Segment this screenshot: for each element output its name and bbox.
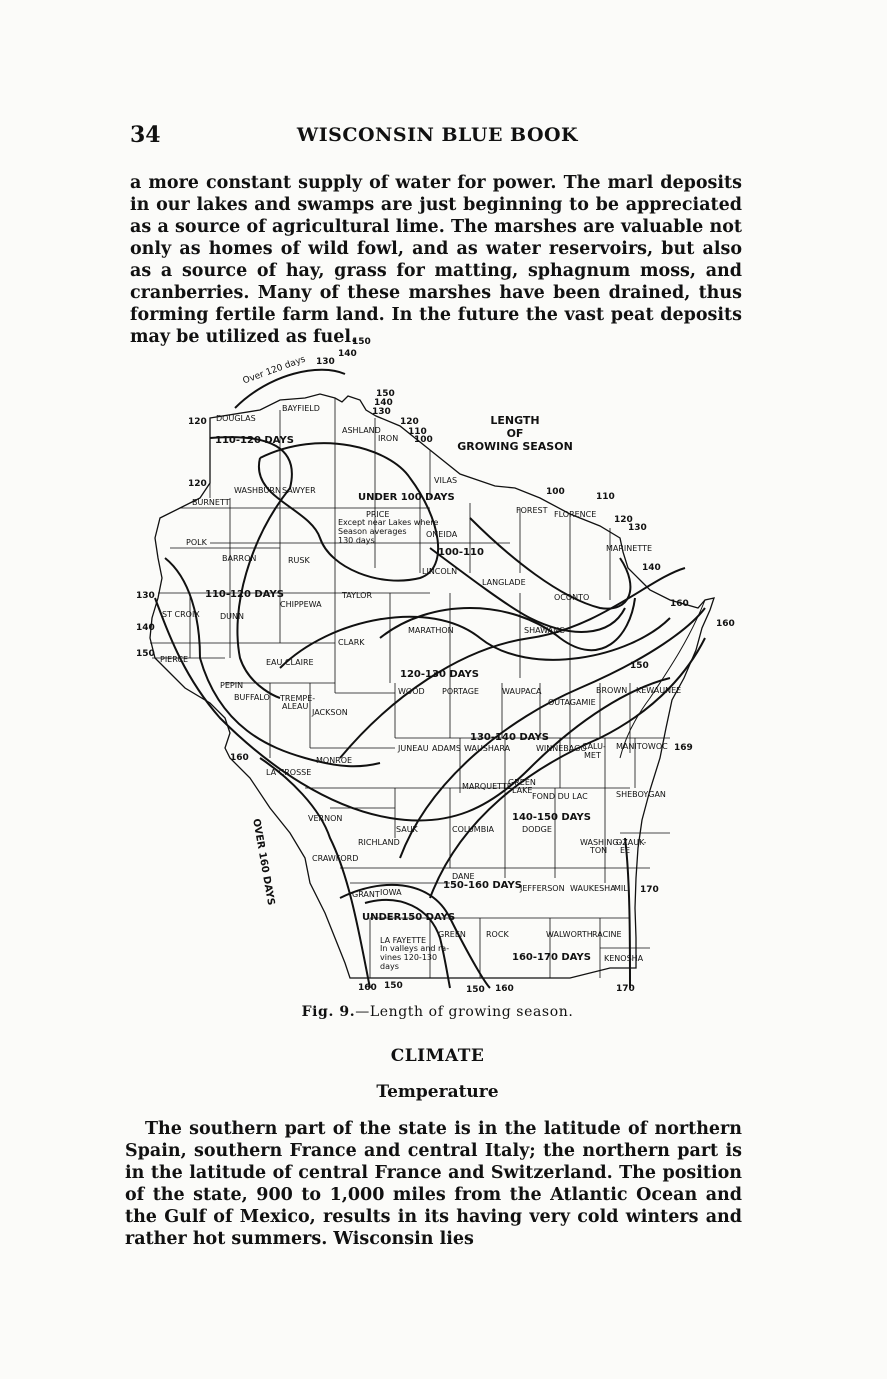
county-label: BROWN bbox=[596, 686, 628, 695]
isoline-number: 150 bbox=[352, 337, 371, 347]
county-label: CHIPPEWA bbox=[280, 600, 322, 609]
county-label: BUFFALO bbox=[234, 693, 270, 702]
county-label: PORTAGE bbox=[442, 687, 479, 696]
county-label: COLUMBIA bbox=[452, 825, 495, 834]
isoline-number: 150 bbox=[376, 389, 395, 399]
county-label: TON bbox=[590, 846, 608, 855]
county-label: FLORENCE bbox=[554, 510, 597, 519]
county-label: MET bbox=[584, 751, 601, 760]
isoline-170 bbox=[625, 838, 630, 988]
zone-label: 120-130 DAYS bbox=[400, 669, 479, 680]
zone-label: 150-160 DAYS bbox=[443, 880, 522, 891]
county-label: EAU CLAIRE bbox=[266, 658, 314, 667]
county-label: SHEBOYGAN bbox=[616, 790, 666, 799]
zone-label: 110-120 DAYS bbox=[215, 435, 294, 446]
county-label: MANITOWOC bbox=[616, 742, 668, 751]
isoline-number: 140 bbox=[136, 623, 155, 633]
isoline-number: 150 bbox=[630, 661, 649, 671]
county-label: DOUGLAS bbox=[216, 414, 256, 423]
county-label: DODGE bbox=[522, 825, 552, 834]
county-label: JEFFERSON bbox=[520, 884, 565, 893]
county-label: CRAWFORD bbox=[312, 854, 359, 863]
county-label: WAUKESHA bbox=[570, 884, 616, 893]
map-legend bbox=[455, 414, 575, 453]
county-label: RACINE bbox=[592, 930, 622, 939]
county-label: ROCK bbox=[486, 930, 509, 939]
isoline-number: 120 bbox=[614, 515, 633, 525]
subsection-heading: Temperature bbox=[376, 1082, 499, 1102]
county-label: MARINETTE bbox=[606, 544, 653, 553]
caption-label: Fig. 9. bbox=[301, 1004, 356, 1020]
note-line: In valleys and ra- bbox=[380, 944, 450, 953]
county-label: WINNEBAGO bbox=[536, 744, 587, 753]
county-label: SAWYER bbox=[282, 486, 316, 495]
growing-season-map bbox=[130, 338, 745, 998]
county-label: GREEN bbox=[508, 778, 536, 787]
county-label: ST CROIX bbox=[162, 610, 200, 619]
page-number: 34 bbox=[130, 122, 161, 148]
county-label: RICHLAND bbox=[358, 838, 400, 847]
isoline-number: 150 bbox=[136, 649, 155, 659]
county-label: GREEN bbox=[438, 930, 466, 939]
lakes-note bbox=[338, 518, 438, 545]
county-label: JACKSON bbox=[312, 708, 348, 717]
county-label: DANE bbox=[452, 872, 475, 881]
county-label: CLARK bbox=[338, 638, 365, 647]
county-label: OUTAGAMIE bbox=[548, 698, 596, 707]
isoline-number: 170 bbox=[616, 984, 635, 994]
legend-line: GROWING SEASON bbox=[457, 440, 573, 453]
county-label: TREMPE- bbox=[280, 694, 316, 703]
county-label: FOND DU LAC bbox=[532, 792, 588, 801]
county-label: RUSK bbox=[288, 556, 310, 565]
county-label: ADAMS bbox=[432, 744, 461, 753]
county-label: PRICE bbox=[366, 510, 390, 519]
note-line: 130 days bbox=[338, 536, 375, 545]
county-label: KEWAUNEE bbox=[636, 686, 682, 695]
isoline-number: 140 bbox=[338, 349, 357, 359]
county-label: MARQUETTE bbox=[462, 782, 512, 791]
isoline-number: 130 bbox=[372, 407, 391, 417]
county-label: ONEIDA bbox=[426, 530, 458, 539]
county-label: SAUK bbox=[396, 825, 418, 834]
isoline-number: 120 bbox=[188, 479, 207, 489]
isoline-number: 120 bbox=[188, 417, 207, 427]
county-label: SHAWANO bbox=[524, 626, 566, 635]
isoline-number: 160 bbox=[670, 599, 689, 609]
county-label: LA FAYETTE bbox=[380, 936, 427, 945]
county-label: BURNETT bbox=[192, 498, 230, 507]
isoline-number: 150 bbox=[466, 985, 485, 995]
county-label: LAKE bbox=[512, 786, 533, 795]
isoline-number: 140 bbox=[374, 398, 393, 408]
isoline-number: 160 bbox=[495, 984, 514, 994]
intro-paragraph: a more constant supply of water for power. The marl deposits in our lakes and swamps are just beginning to be appreciated as a source of agricultural lime. The marshes are valuable not only as homes of wild fowl, and as water reservoirs, but also as a source of hay, grass for matting, sphagnum moss, and cranberries. Many of these marshes have been drained, thus forming fertile farm land. In the future the vast peat deposits may be utilized as fuel. bbox=[130, 173, 742, 347]
isoline-100 bbox=[259, 443, 438, 580]
isoline-number: 140 bbox=[642, 563, 661, 573]
isoline-number: 130 bbox=[316, 357, 335, 367]
isoline-number: 120 bbox=[400, 417, 419, 427]
zone-label: UNDER 100 DAYS bbox=[358, 492, 455, 503]
figure-caption bbox=[130, 1004, 745, 1020]
running-title: WISCONSIN BLUE BOOK bbox=[296, 124, 579, 146]
county-label: VILAS bbox=[434, 476, 458, 485]
county-label: EE bbox=[620, 846, 631, 855]
county-label: LINCOLN bbox=[422, 567, 458, 576]
county-label: MONROE bbox=[316, 756, 353, 765]
isoline-number: 110 bbox=[408, 427, 427, 437]
zone-label: UNDER150 DAYS bbox=[362, 912, 456, 923]
county-label: ALEAU bbox=[282, 702, 309, 711]
county-label: WASHBURN bbox=[234, 486, 281, 495]
note-line: vines 120-130 bbox=[380, 953, 438, 962]
isoline-number: 100 bbox=[546, 487, 565, 497]
county-label: LANGLADE bbox=[482, 578, 526, 587]
isoline-number: 160 bbox=[358, 983, 377, 993]
county-label: WAUPACA bbox=[502, 687, 542, 696]
county-label: TAYLOR bbox=[342, 591, 373, 600]
county-label: GRANT bbox=[352, 890, 380, 899]
page-header bbox=[130, 122, 745, 152]
county-label: IRON bbox=[378, 434, 399, 443]
county-label: MIL. bbox=[614, 884, 631, 893]
county-label: FOREST bbox=[516, 506, 548, 515]
isoline-number: 169 bbox=[674, 743, 693, 753]
county-label: WAUSHARA bbox=[464, 744, 511, 753]
valley-note bbox=[380, 944, 449, 971]
county-label: LA CROSSE bbox=[266, 768, 312, 777]
county-label: ASHLAND bbox=[342, 426, 381, 435]
zone-label: 110-120 DAYS bbox=[205, 589, 284, 600]
isoline-number: 160 bbox=[716, 619, 735, 629]
section-heading: CLIMATE bbox=[390, 1046, 485, 1066]
isoline-number: 100 bbox=[414, 435, 433, 445]
isoline-number: 130 bbox=[136, 591, 155, 601]
county-label: KENOSHA bbox=[604, 954, 644, 963]
county-label: JUNEAU bbox=[398, 744, 429, 753]
county-label: OZAUK- bbox=[616, 838, 647, 847]
isoline-number: 160 bbox=[230, 753, 249, 763]
county-label: PEPIN bbox=[220, 681, 244, 690]
county-label: PIERCE bbox=[160, 655, 189, 664]
county-label: DUNN bbox=[220, 612, 244, 621]
county-label: VERNON bbox=[308, 814, 343, 823]
zone-label: 130-140 DAYS bbox=[470, 732, 549, 743]
zone-label: 160-170 DAYS bbox=[512, 952, 591, 963]
note-line: days bbox=[380, 962, 399, 971]
county-label: POLK bbox=[186, 538, 207, 547]
isoline-160-lower bbox=[260, 758, 370, 988]
county-label: MARATHON bbox=[408, 626, 454, 635]
county-label: BAYFIELD bbox=[282, 404, 320, 413]
zone-label: 100-110 bbox=[438, 547, 484, 558]
county-label: WASHING- bbox=[580, 838, 622, 847]
zone-label: 140-150 DAYS bbox=[512, 812, 591, 823]
caption-text: —Length of growing season. bbox=[355, 1004, 574, 1020]
county-label: CALU- bbox=[582, 742, 606, 751]
zone-label: Over 120 days bbox=[241, 354, 307, 387]
isoline-number: 150 bbox=[384, 981, 403, 991]
isoline-number: 110 bbox=[596, 492, 615, 502]
isoline-number: 170 bbox=[640, 885, 659, 895]
county-label: WOOD bbox=[398, 687, 425, 696]
county-label: WALWORTH bbox=[546, 930, 593, 939]
county-label: OCONTO bbox=[554, 593, 590, 602]
note-line: Except near Lakes where bbox=[338, 518, 439, 527]
zone-label: OVER 160 DAYS bbox=[250, 817, 277, 907]
legend-line: LENGTH bbox=[490, 414, 540, 427]
body-paragraph: The southern part of the state is in the latitude of northern Spain, southern France and central Italy; the northern part is in the latitude of central France and Switzerland. The position of the state, 900 to 1,000 miles from the Atlantic Ocean and the Gulf of Mexico, results in its having very cold winters and rather hot summers. Wisconsin lies bbox=[125, 1119, 742, 1249]
county-label: IOWA bbox=[380, 888, 402, 897]
note-line: Season averages bbox=[338, 527, 407, 536]
isoline-number: 130 bbox=[628, 523, 647, 533]
county-label: BARRON bbox=[222, 554, 257, 563]
legend-line: OF bbox=[506, 427, 524, 440]
